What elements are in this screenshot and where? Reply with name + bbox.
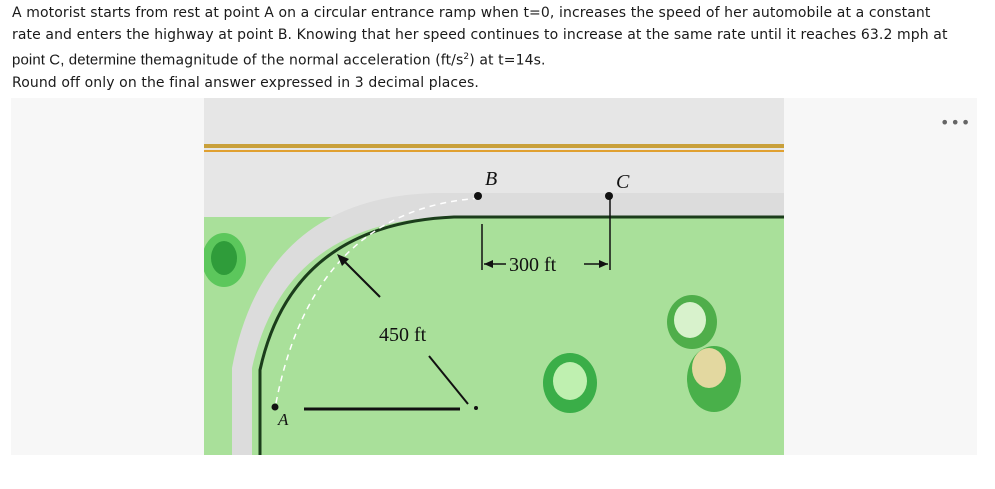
bush-right-bottom-core bbox=[692, 348, 726, 388]
center-point bbox=[474, 406, 478, 410]
question-line-2: rate and enters the highway at point B. Knowing that her speed continues to increase at the same rate until it reaches 63.2 mph at bbox=[12, 27, 948, 43]
label-c: C bbox=[616, 171, 630, 193]
radius-label: 450 ft bbox=[379, 324, 427, 346]
point-b-dot bbox=[474, 192, 482, 200]
highway-stripe-orange bbox=[204, 150, 784, 152]
bush-left-core bbox=[211, 241, 237, 275]
ramp-figure bbox=[204, 98, 784, 455]
question-line-4: Round off only on the final answer expressed in 3 decimal places. bbox=[12, 74, 479, 91]
question-line-1: A motorist starts from rest at point A on a circular entrance ramp when t=0, increases the speed of her automobile at a constant bbox=[12, 5, 931, 21]
more-options-icon[interactable]: ••• bbox=[940, 113, 972, 132]
distance-label: 300 ft bbox=[509, 254, 557, 276]
label-b: B bbox=[485, 168, 498, 190]
label-a: A bbox=[278, 410, 289, 429]
question-text bbox=[12, 2, 987, 94]
highway-stripe-gold bbox=[204, 144, 784, 148]
bush-center-core bbox=[553, 362, 587, 400]
question-line-3: point C, determine themagnitude of the normal acceleration $(ft/s^2)$ at t=14s. bbox=[12, 51, 546, 69]
point-c-dot bbox=[605, 192, 613, 200]
bush-right-top-core bbox=[674, 302, 706, 338]
